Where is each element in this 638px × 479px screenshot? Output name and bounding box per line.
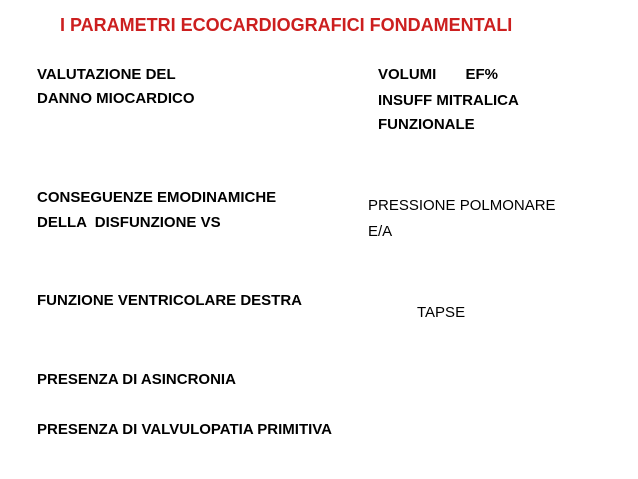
value-tapse: TAPSE [417,304,466,321]
value-insuff-mitralica: INSUFF MITRALICA [378,92,519,109]
value-pressione-polmonare: PRESSIONE POLMONARE [368,197,556,214]
label-presenza-asincronia: PRESENZA DI ASINCRONIA [37,371,236,388]
label-valutazione-line2: DANNO MIOCARDICO [37,90,195,107]
label-funzione-ventricolare-destra: FUNZIONE VENTRICOLARE DESTRA [37,292,303,309]
label-conseguenze-line2: DELLA DISFUNZIONE VS [37,214,221,231]
value-e-a: E/A [368,223,393,240]
value-volumi-ef: VOLUMI EF% [378,66,499,83]
label-valutazione-line1: VALUTAZIONE DEL [37,66,176,83]
label-presenza-valvulopatia: PRESENZA DI VALVULOPATIA PRIMITIVA [37,421,333,438]
label-conseguenze-line1: CONSEGUENZE EMODINAMICHE [37,189,277,206]
value-funzionale: FUNZIONALE [378,116,475,133]
page-title: I PARAMETRI ECOCARDIOGRAFICI FONDAMENTALI [60,15,513,35]
